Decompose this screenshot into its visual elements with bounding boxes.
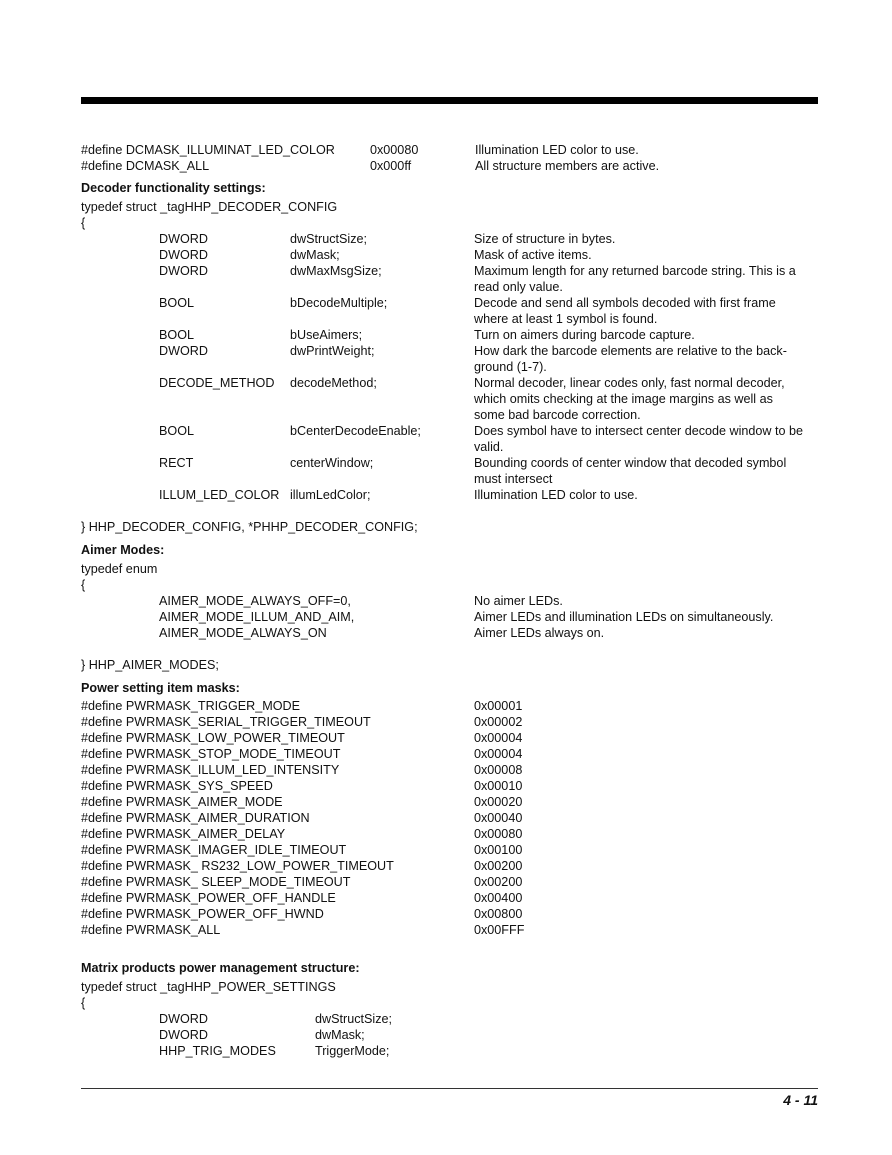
enum-item: AIMER_MODE_ILLUM_AND_AIM, [159, 610, 355, 624]
define-name: #define PWRMASK_STOP_MODE_TIMEOUT [81, 747, 341, 761]
field-name: TriggerMode; [315, 1044, 390, 1058]
dcmask-desc: All structure members are active. [475, 159, 660, 173]
field-desc: Size of structure in bytes. [474, 232, 616, 246]
field-name: dwMask; [315, 1028, 365, 1042]
define-value: 0x00200 [474, 875, 523, 889]
section-heading: Matrix products power management structure: [81, 961, 360, 975]
define-value: 0x00200 [474, 859, 523, 873]
define-name: #define PWRMASK_POWER_OFF_HANDLE [81, 891, 336, 905]
section-heading: Power setting item masks: [81, 681, 240, 695]
define-value: 0x00040 [474, 811, 523, 825]
field-type: DWORD [159, 1028, 208, 1042]
field-type: BOOL [159, 328, 194, 342]
field-type: DWORD [159, 248, 208, 262]
field-type: DWORD [159, 1012, 208, 1026]
field-name: centerWindow; [290, 456, 374, 470]
define-value: 0x00080 [474, 827, 523, 841]
enum-desc: Aimer LEDs always on. [474, 626, 605, 640]
open-brace: { [81, 996, 86, 1010]
field-desc: Mask of active items. [474, 248, 592, 262]
define-value: 0x00020 [474, 795, 523, 809]
field-name: bDecodeMultiple; [290, 296, 388, 310]
field-desc: must intersect [474, 472, 553, 486]
open-brace: { [81, 216, 86, 230]
define-name: #define PWRMASK_SERIAL_TRIGGER_TIMEOUT [81, 715, 371, 729]
field-desc: Bounding coords of center window that decoded symbol [474, 456, 787, 470]
dcmask-name: #define DCMASK_ILLUMINAT_LED_COLOR [81, 143, 335, 157]
define-value: 0x00010 [474, 779, 523, 793]
define-name: #define PWRMASK_ALL [81, 923, 221, 937]
dcmask-desc: Illumination LED color to use. [475, 143, 639, 157]
field-desc: valid. [474, 440, 504, 454]
field-desc: read only value. [474, 280, 563, 294]
define-value: 0x00004 [474, 731, 523, 745]
field-type: ILLUM_LED_COLOR [159, 488, 280, 502]
field-name: dwMaxMsgSize; [290, 264, 382, 278]
define-value: 0x00FFF [474, 923, 525, 937]
field-name: illumLedColor; [290, 488, 371, 502]
field-name: decodeMethod; [290, 376, 377, 390]
field-type: DWORD [159, 264, 208, 278]
field-type: DWORD [159, 232, 208, 246]
field-desc: Does symbol have to intersect center decode window to be [474, 424, 804, 438]
field-desc: How dark the barcode elements are relative to the back- [474, 344, 787, 358]
typedef-line: typedef enum [81, 562, 158, 576]
field-name: dwMask; [290, 248, 340, 262]
page-number: 4 - 11 [783, 1092, 818, 1108]
header-rule [81, 97, 818, 104]
field-desc: Maximum length for any returned barcode string. This is a [474, 264, 796, 278]
close-brace: } HHP_AIMER_MODES; [81, 658, 219, 672]
field-desc: which omits checking at the image margins as well as [474, 392, 773, 406]
define-name: #define PWRMASK_LOW_POWER_TIMEOUT [81, 731, 345, 745]
section-heading: Decoder functionality settings: [81, 181, 266, 195]
typedef-line: typedef struct _tagHHP_DECODER_CONFIG [81, 200, 338, 214]
enum-desc: No aimer LEDs. [474, 594, 563, 608]
define-name: #define PWRMASK_IMAGER_IDLE_TIMEOUT [81, 843, 347, 857]
field-name: dwPrintWeight; [290, 344, 375, 358]
field-name: bCenterDecodeEnable; [290, 424, 421, 438]
define-name: #define PWRMASK_ILLUM_LED_INTENSITY [81, 763, 340, 777]
define-value: 0x00001 [474, 699, 523, 713]
field-desc: Turn on aimers during barcode capture. [474, 328, 695, 342]
define-value: 0x00008 [474, 763, 523, 777]
field-desc: Decode and send all symbols decoded with first frame [474, 296, 776, 310]
define-name: #define PWRMASK_ RS232_LOW_POWER_TIMEOUT [81, 859, 394, 873]
field-type: DWORD [159, 344, 208, 358]
field-desc: Illumination LED color to use. [474, 488, 638, 502]
footer-rule [81, 1088, 818, 1089]
define-name: #define PWRMASK_AIMER_MODE [81, 795, 283, 809]
define-name: #define PWRMASK_AIMER_DURATION [81, 811, 310, 825]
typedef-line: typedef struct _tagHHP_POWER_SETTINGS [81, 980, 336, 994]
define-value: 0x00800 [474, 907, 523, 921]
enum-desc: Aimer LEDs and illumination LEDs on simultaneously. [474, 610, 774, 624]
field-name: dwStructSize; [315, 1012, 392, 1026]
field-desc: where at least 1 symbol is found. [474, 312, 658, 326]
field-type: DECODE_METHOD [159, 376, 275, 390]
define-name: #define PWRMASK_AIMER_DELAY [81, 827, 286, 841]
enum-item: AIMER_MODE_ALWAYS_ON [159, 626, 327, 640]
define-value: 0x00400 [474, 891, 523, 905]
define-name: #define PWRMASK_SYS_SPEED [81, 779, 273, 793]
field-type: BOOL [159, 296, 194, 310]
define-name: #define PWRMASK_POWER_OFF_HWND [81, 907, 324, 921]
field-desc: some bad barcode correction. [474, 408, 641, 422]
define-value: 0x00100 [474, 843, 523, 857]
define-value: 0x00004 [474, 747, 523, 761]
enum-item: AIMER_MODE_ALWAYS_OFF=0, [159, 594, 351, 608]
dcmask-name: #define DCMASK_ALL [81, 159, 210, 173]
close-brace: } HHP_DECODER_CONFIG, *PHHP_DECODER_CONFIG; [81, 520, 418, 534]
dcmask-value: 0x00080 [370, 143, 419, 157]
define-name: #define PWRMASK_ SLEEP_MODE_TIMEOUT [81, 875, 351, 889]
field-name: dwStructSize; [290, 232, 367, 246]
section-heading: Aimer Modes: [81, 543, 165, 557]
field-type: RECT [159, 456, 194, 470]
field-type: BOOL [159, 424, 194, 438]
define-value: 0x00002 [474, 715, 523, 729]
dcmask-value: 0x000ff [370, 159, 412, 173]
define-name: #define PWRMASK_TRIGGER_MODE [81, 699, 301, 713]
field-desc: Normal decoder, linear codes only, fast normal decoder, [474, 376, 785, 390]
field-name: bUseAimers; [290, 328, 363, 342]
field-desc: ground (1-7). [474, 360, 547, 374]
field-type: HHP_TRIG_MODES [159, 1044, 276, 1058]
open-brace: { [81, 578, 86, 592]
